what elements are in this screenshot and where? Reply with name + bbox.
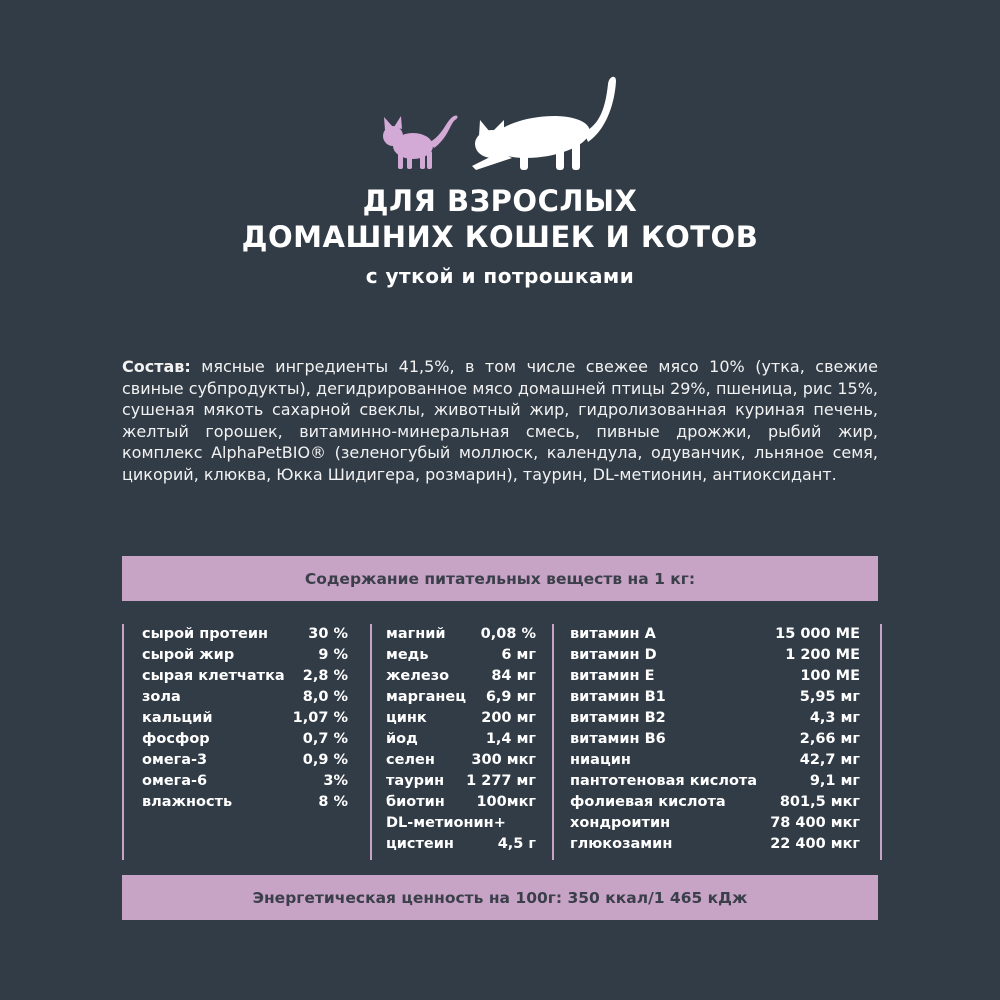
nutrients-column-1 [122, 624, 360, 860]
composition-text [122, 356, 878, 485]
cats-illustration [380, 72, 620, 172]
nutrient-value: 801,5 мкг [779, 794, 860, 810]
nutrient-name: пантотеновая кислота [570, 773, 758, 789]
nutrient-row [124, 666, 360, 687]
nutrients-column-2 [370, 624, 548, 860]
nutrient-row [554, 834, 880, 855]
nutrient-value: 1 200 МЕ [785, 647, 860, 663]
nutrient-row [554, 624, 880, 645]
nutrient-name: сырой жир [142, 647, 235, 663]
nutrient-name: йод [386, 731, 418, 747]
nutrient-name: глюкозамин [570, 836, 673, 852]
nutrient-row [124, 729, 360, 750]
nutrient-row [124, 771, 360, 792]
nutrient-value: 78 400 мкг [770, 815, 860, 831]
nutrient-value: 100 МЕ [800, 668, 860, 684]
nutrient-value: 9,1 мг [809, 773, 860, 789]
nutrient-row [554, 750, 880, 771]
nutrient-row [554, 687, 880, 708]
nutrient-value: 200 мг [481, 710, 536, 726]
nutrient-value: 6,9 мг [485, 689, 536, 705]
nutrient-value: 2,8 % [302, 668, 348, 684]
nutrient-row [372, 813, 548, 834]
nutrient-row [124, 750, 360, 771]
nutrient-row [372, 792, 548, 813]
nutrient-name: таурин [386, 773, 445, 789]
nutrient-value: 4,5 г [497, 836, 536, 852]
nutrient-name: омега-3 [142, 752, 208, 768]
nutrient-row [372, 645, 548, 666]
title-line-2: ДОМАШНИХ КОШЕК И КОТОВ [241, 220, 759, 254]
nutrient-name: влажность [142, 794, 233, 810]
nutrient-value: 1,4 мг [485, 731, 536, 747]
nutrient-value: 1,07 % [292, 710, 348, 726]
nutrient-value: 30 % [308, 626, 348, 642]
nutrient-row [372, 771, 548, 792]
nutrient-name: сырая клетчатка [142, 668, 285, 684]
kitten-icon [383, 115, 458, 169]
nutrient-row [124, 624, 360, 645]
nutrient-name: медь [386, 647, 429, 663]
nutrient-value: 4,3 мг [809, 710, 860, 726]
nutrient-row [554, 729, 880, 750]
nutrient-row [372, 750, 548, 771]
cat-icon [472, 77, 616, 170]
energy-value: Энергетическая ценность на 100г: 350 ккал/1 465 кДж [122, 875, 878, 920]
nutrient-name: витамин E [570, 668, 655, 684]
nutrient-name: цинк [386, 710, 427, 726]
nutrient-row [372, 834, 548, 855]
nutrient-name: фолиевая кислота [570, 794, 726, 810]
nutrient-value: 84 мг [491, 668, 536, 684]
nutrients-header: Содержание питательных веществ на 1 кг: [122, 556, 878, 601]
nutrient-value: 3% [323, 773, 348, 789]
nutrients-column-3 [552, 624, 882, 860]
nutrient-name: хондроитин [570, 815, 671, 831]
nutrient-name: селен [386, 752, 435, 768]
nutrient-value: 300 мкг [471, 752, 536, 768]
nutrient-value: 15 000 МЕ [775, 626, 860, 642]
nutrient-name: витамин B2 [570, 710, 666, 726]
nutrient-name: сырой протеин [142, 626, 269, 642]
nutrient-value: 5,95 мг [799, 689, 860, 705]
nutrient-row [554, 708, 880, 729]
nutrient-name: фосфор [142, 731, 210, 747]
nutrient-value: 0,9 % [302, 752, 348, 768]
nutrient-name: омега-6 [142, 773, 208, 789]
nutrient-row [554, 645, 880, 666]
nutrient-value: 9 % [318, 647, 348, 663]
nutrient-row [554, 666, 880, 687]
nutrient-name: магний [386, 626, 446, 642]
nutrient-name: марганец [386, 689, 466, 705]
nutrient-row [554, 792, 880, 813]
nutrient-row [372, 624, 548, 645]
nutrient-row [124, 708, 360, 729]
nutrient-row [124, 687, 360, 708]
nutrient-row [372, 666, 548, 687]
nutrient-name: витамин D [570, 647, 657, 663]
nutrient-value: 8 % [318, 794, 348, 810]
nutrient-value: 8,0 % [302, 689, 348, 705]
nutrient-row [554, 813, 880, 834]
nutrient-name: железо [386, 668, 450, 684]
nutrient-name: витамин B6 [570, 731, 666, 747]
nutrient-value: 42,7 мг [799, 752, 860, 768]
nutrient-row [124, 792, 360, 813]
nutrient-value: 22 400 мкг [770, 836, 860, 852]
nutrient-value: 100мкг [476, 794, 536, 810]
nutrient-name: кальций [142, 710, 213, 726]
nutrient-name: DL-метионин+ [386, 815, 506, 831]
subtitle: с уткой и потрошками [365, 264, 635, 288]
nutrient-row [372, 729, 548, 750]
nutrient-value: 6 мг [501, 647, 536, 663]
nutrient-row [372, 687, 548, 708]
nutrient-value: 0,7 % [302, 731, 348, 747]
nutrient-value: 2,66 мг [799, 731, 860, 747]
nutrient-row [372, 708, 548, 729]
nutrient-name: витамин A [570, 626, 656, 642]
composition-label: Состав: [122, 357, 191, 376]
title-line-1: ДЛЯ ВЗРОСЛЫХ [362, 184, 638, 218]
nutrient-name: биотин [386, 794, 445, 810]
nutrient-name: витамин B1 [570, 689, 666, 705]
composition-body: мясные ингредиенты 41,5%, в том числе свежее мясо 10% (утка, свежие свиные субпродукты), дегидрированное мясо домашней птицы 29%, пшеница, рис 15%, сушеная мякоть сахарной свеклы, животный жир, гидролизованная куриная печень, желтый горошек, витаминно-минеральная смесь, пивные дрожжи, рыбий жир, комплекс AlphaPetBIO® (зеленогубый моллюск, календула, одуванчик, льняное семя, цикорий, клюква, Юкка Шидигера, розмарин), таурин, DL-метионин, антиоксидант. [122, 357, 878, 484]
nutrient-name: зола [142, 689, 181, 705]
nutrient-row [124, 645, 360, 666]
nutrient-value: 0,08 % [480, 626, 536, 642]
nutrient-name: ниацин [570, 752, 631, 768]
nutrient-row [554, 771, 880, 792]
nutrient-value: 1 277 мг [466, 773, 536, 789]
nutrient-name: цистеин [386, 836, 454, 852]
